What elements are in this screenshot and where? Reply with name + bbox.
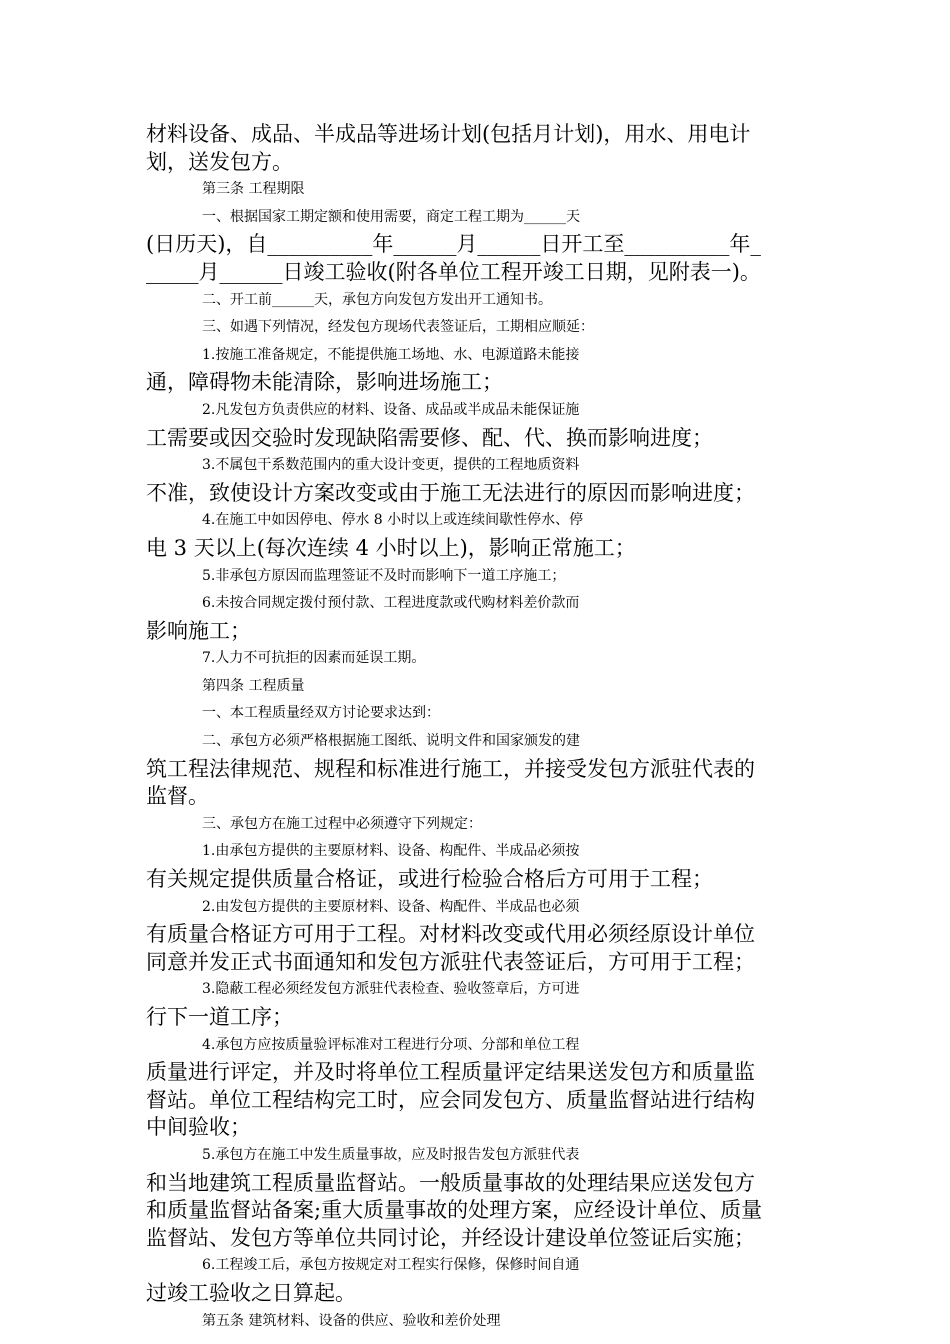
text-line: 4.在施工中如因停电、停水 8 小时以上或连续间歇性停水、停 [202,512,584,529]
text-line: 材料设备、成品、半成品等进场计划(包括月计划)，用水、用电计 [146,122,751,146]
text-line: 工需要或因交验时发现缺陷需要修、配、代、换而影响进度； [146,425,713,450]
text-line: 一、根据国家工期定额和使用需要，商定工程工期为______天 [202,208,580,225]
text-line: 第三条 工程期限 [202,181,305,198]
text-line: 二、承包方必须严格根据施工图纸、说明文件和国家颁发的建 [202,733,580,750]
text-line: 和当地建筑工程质量监督站。一般质量事故的处理结果应送发包方 [146,1170,755,1195]
text-line: 二、开工前______天，承包方向发包方发出开工通知书。 [202,291,552,308]
text-line: 6.工程竣工后，承包方按规定对工程实行保修，保修时间自通 [202,1257,580,1274]
text-line: 和质量监督站备案;重大质量事故的处理方案，应经设计单位、质量 [146,1198,763,1223]
text-line: 三、如遇下列情况，经发包方现场代表签证后，工期相应顺延： [202,319,594,336]
text-line: 通，障碍物未能清除，影响进场施工； [146,370,503,395]
text-line: 督站。单位工程结构完工时，应会同发包方、质量监督站进行结构 [146,1087,755,1112]
text-line: 影响施工； [146,618,251,643]
text-line: 第四条 工程质量 [202,677,305,694]
text-line: 1.由承包方提供的主要原材料、设备、构配件、半成品必须按 [202,843,580,860]
text-line: 5.非承包方原因而监理签证不及时而影响下一道工序施工； [202,567,566,584]
text-line: 中间验收； [146,1115,251,1140]
text-line: 有质量合格证方可用于工程。对材料改变或代用必须经原设计单位 [146,922,755,947]
text-line: 5.承包方在施工中发生质量事故，应及时报告发包方派驻代表 [202,1146,580,1163]
text-line: 1.按施工准备规定，不能提供施工场地、水、电源道路未能接 [202,346,580,363]
text-line: 有关规定提供质量合格证，或进行检验合格后方可用于工程； [146,867,713,892]
text-line: 行下一道工序； [146,1005,293,1029]
text-line: 同意并发正式书面通知和发包方派驻代表签证后，方可用于工程； [146,949,755,974]
text-line: 6.未按合同规定拨付预付款、工程进度款或代购材料差价款而 [202,595,580,612]
text-line: 过竣工验收之日算起。 [146,1280,356,1305]
text-line: _____月______日竣工验收(附各单位工程开竣工日期，见附表一)。 [146,259,761,284]
text-line: 质量进行评定，并及时将单位工程质量评定结果送发包方和质量监 [146,1060,755,1085]
text-line: 三、承包方在施工过程中必须遵守下列规定： [202,815,482,832]
text-line: 7.人力不可抗拒的因素而延误工期。 [202,650,426,667]
text-line: 电 3 天以上(每次连续 4 小时以上)，影响正常施工； [146,535,636,560]
text-line: 3.不属包干系数范围内的重大设计变更，提供的工程地质资料 [202,457,580,474]
document-body [146,121,810,1335]
text-line: 2.凡发包方负责供应的材料、设备、成品或半成品未能保证施 [202,401,580,418]
text-line: 3.隐蔽工程必须经发包方派驻代表检查、验收签章后，方可进 [202,981,580,998]
text-line: 筑工程法律规范、规程和标准进行施工，并接受发包方派驻代表的 [146,756,755,781]
text-line: (日历天)，自__________年______月______日开工至__________年_ [146,232,761,257]
text-line: 划，送发包方。 [146,149,293,174]
text-line: 监督。 [146,784,209,809]
text-line: 一、本工程质量经双方讨论要求达到： [202,705,440,722]
text-line: 不准，致使设计方案改变或由于施工无法进行的原因而影响进度； [146,480,755,505]
text-line: 第五条 建筑材料、设备的供应、验收和差价处理 [202,1312,501,1329]
text-line: 监督站、发包方等单位共同讨论，并经设计建设单位签证后实施； [146,1225,755,1250]
text-line: 2.由发包方提供的主要原材料、设备、构配件、半成品也必须 [202,898,580,915]
text-line: 4.承包方应按质量验评标准对工程进行分项、分部和单位工程 [202,1036,580,1053]
